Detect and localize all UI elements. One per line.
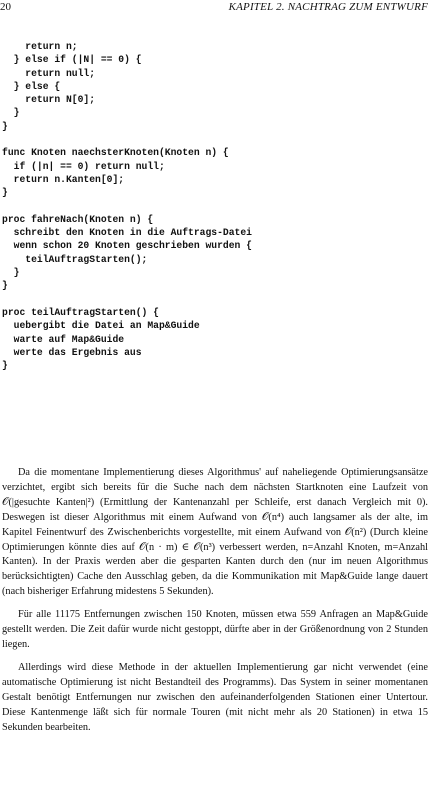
code-line: } — [2, 187, 8, 199]
code-line: wenn schon 20 Knoten geschrieben wurden { — [2, 240, 252, 252]
paragraph-requests: Für alle 11175 Entfernungen zwischen 150 Knoten, müssen etwa 559 Anfragen an Map&Guide gestellt werden. Die Zeit dafür wurde nicht gestoppt, dürfte aber in der Größenordnung von 2 Stunden liegen. — [2, 609, 428, 650]
code-line: } else { — [2, 80, 61, 92]
code-line: return null; — [2, 67, 96, 79]
code-line: } — [2, 360, 8, 372]
code-line: } else if (|N| == 0) { — [2, 54, 142, 66]
code-line: } — [2, 267, 20, 279]
code-line — [2, 200, 422, 213]
code-line: return n; — [2, 41, 78, 52]
page-number: 20 — [0, 1, 11, 13]
code-line: } — [2, 107, 20, 119]
code-line: return N[0]; — [2, 94, 96, 106]
code-line: proc teilAuftragStarten() { — [2, 306, 159, 318]
page-header — [0, 0, 430, 16]
code-line: return n.Kanten[0]; — [2, 173, 125, 185]
code-line — [2, 293, 422, 306]
code-line: } — [2, 120, 8, 132]
code-listing — [2, 40, 422, 372]
code-line: if (|n| == 0) return null; — [2, 160, 165, 172]
paragraph-complexity: Da die momentane Implementierung dieses Algorithmus' auf naheliegende Optimierungsansätze verzichtet, ergibt sich bereits für die Suche nach dem nächsten Startknoten eine Laufzeit von 𝒪(|gesuchte Kanten|²) (Ermittlung der Kantenanzahl per Schleife, erst danach Vergleich mit 0). Deswegen ist dieser Algorithmus mit einem Aufwand von 𝒪(n⁴) auch langsamer als der alte, im Kapitel Feinentwurf des Zwischenberichts vorgestellte, mit einem Aufwand von 𝒪(n²) (Durch kleine Optimierungen könnte dies auf 𝒪(n · m) ∈ 𝒪(n³) verbessert werden, n=Anzahl Knoten, m=Anzahl Kanten). In der Praxis werden aber die gesparten Kanten durch den (nur im neuen Algorithmus berücksichtigten) Cache den Ausschlag geben, da die Kommunikation mit Map&Guide lange dauert (nach bisheriger Erfahrung midestens 5 Sekunden). — [2, 467, 428, 598]
body-text — [2, 466, 428, 743]
code-line: func Knoten naechsterKnoten(Knoten n) { — [2, 147, 229, 159]
paragraph-usage: Allerdings wird diese Methode in der aktuellen Implementierung gar nicht verwendet (eine automatische Optimierung ist nicht Bestandteil des Programms). Das System in seiner momentanen Gestalt benötigt Entfernungen nur zwischen den aufeinanderfolgenden Stationen einer Untertour. Diese Kantenmenge läßt sich für normale Touren (mit nicht mehr als 20 Stationen) in etwa 15 Sekunden bearbeiten. — [2, 661, 428, 733]
code-line: uebergibt die Datei an Map&Guide — [2, 320, 200, 332]
code-line: teilAuftragStarten(); — [2, 253, 148, 265]
code-line: schreibt den Knoten in die Auftrags-Datei — [2, 227, 252, 239]
code-line: werte das Ergebnis aus — [2, 346, 142, 358]
code-line: proc fahreNach(Knoten n) { — [2, 213, 154, 225]
code-line — [2, 133, 422, 146]
running-title: KAPITEL 2. NACHTRAG ZUM ENTWURF — [228, 1, 428, 13]
code-line: warte auf Map&Guide — [2, 333, 125, 345]
code-line: } — [2, 280, 8, 292]
